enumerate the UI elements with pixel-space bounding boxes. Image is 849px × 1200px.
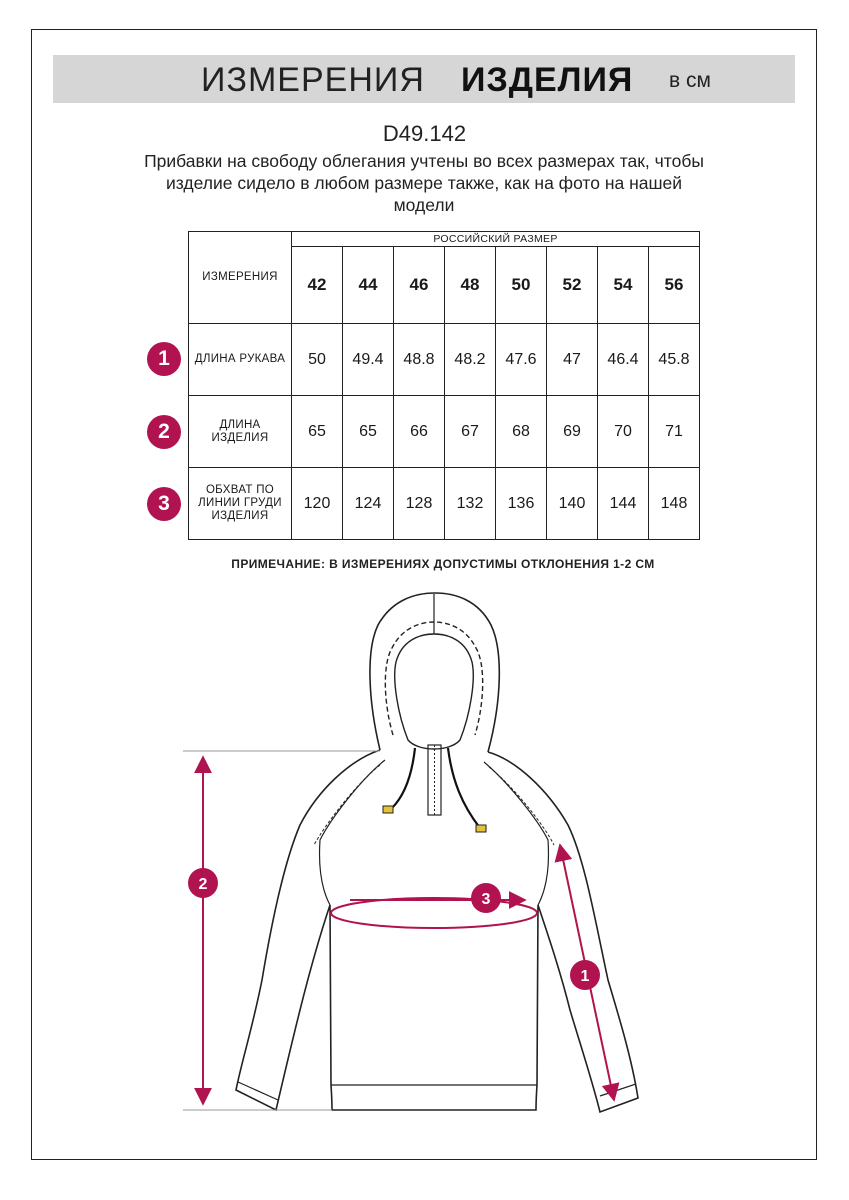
row-number-badge-2: 2 (147, 415, 181, 449)
table-cell: 128 (394, 468, 445, 540)
header-title-bold: ИЗДЕЛИЯ (461, 61, 634, 99)
row-label-line: ИЗДЕЛИЯ (211, 431, 269, 444)
row-number-badge-1: 1 (147, 342, 181, 376)
row-label-line: ДЛИНА (219, 418, 261, 431)
table-cell: 124 (343, 468, 394, 540)
size-system-label: РОССИЙСКИЙ РАЗМЕР (292, 232, 700, 247)
table-cell: 47 (547, 324, 598, 396)
hood-opening (395, 634, 474, 749)
header-unit: в см (669, 69, 711, 92)
row-number-badge-3: 3 (147, 487, 181, 521)
table-cell: 46.4 (598, 324, 649, 396)
size-header: 46 (394, 247, 445, 324)
description-line: изделие сидело в любом размере также, как на фото на нашей (165, 173, 683, 193)
table-cell: 144 (598, 468, 649, 540)
cuff-right (600, 1084, 636, 1096)
size-header: 44 (343, 247, 394, 324)
corner-label: ИЗМЕРЕНИЯ (189, 232, 292, 324)
table-cell: 69 (547, 396, 598, 468)
raglan-seam-left (319, 760, 385, 905)
drawstring-left (392, 748, 415, 808)
row-label-line: ИЗДЕЛИЯ (211, 510, 269, 522)
size-header: 50 (496, 247, 547, 324)
description-line: Прибавки на свободу облегания учтены во всех размерах так, чтобы (144, 151, 704, 171)
table-cell: 48.8 (394, 324, 445, 396)
length-marker-label: 2 (198, 876, 208, 893)
zipper-placket (428, 745, 441, 815)
table-cell: 45.8 (649, 324, 700, 396)
drawstring-right (448, 748, 480, 828)
measurement-note: ПРИМЕЧАНИЕ: В ИЗМЕРЕНИЯХ ДОПУСТИМЫ ОТКЛОНЕНИЯ 1-2 СМ (231, 557, 655, 571)
size-header: 52 (547, 247, 598, 324)
size-header: 42 (292, 247, 343, 324)
header-title-light: ИЗМЕРЕНИЯ (201, 61, 425, 99)
row-label-line: ДЛИНА РУКАВА (194, 353, 286, 365)
sleeve-marker-label: 1 (580, 968, 590, 985)
table-cell: 132 (445, 468, 496, 540)
chest-girth-marker-label: 3 (481, 891, 491, 908)
table-cell: 67 (445, 396, 496, 468)
table-cell: 71 (649, 396, 700, 468)
table-cell: 65 (292, 396, 343, 468)
table-cell: 49.4 (343, 324, 394, 396)
table-cell: 136 (496, 468, 547, 540)
size-header: 54 (598, 247, 649, 324)
row-label-line: ЛИНИИ ГРУДИ (198, 497, 282, 509)
table-cell: 50 (292, 324, 343, 396)
drawstring-tip-left (383, 806, 393, 813)
table-cell: 120 (292, 468, 343, 540)
table-cell: 66 (394, 396, 445, 468)
cuff-left (238, 1082, 278, 1100)
table-cell: 140 (547, 468, 598, 540)
table-cell: 65 (343, 396, 394, 468)
raglan-seam-right (484, 762, 549, 905)
size-header: 56 (649, 247, 700, 324)
table-cell: 70 (598, 396, 649, 468)
table-cell: 48.2 (445, 324, 496, 396)
chest-girth-ellipse (331, 898, 537, 928)
size-header: 48 (445, 247, 496, 324)
hood-outline (370, 593, 499, 752)
description-line: модели (393, 195, 455, 215)
table-cell: 47.6 (496, 324, 547, 396)
table-cell: 148 (649, 468, 700, 540)
hood-seam (385, 622, 482, 735)
row-label-line: ОБХВАТ ПО (205, 484, 275, 496)
drawstring-tip-right (476, 825, 486, 832)
product-code: D49.142 (382, 121, 467, 146)
table-cell: 68 (496, 396, 547, 468)
